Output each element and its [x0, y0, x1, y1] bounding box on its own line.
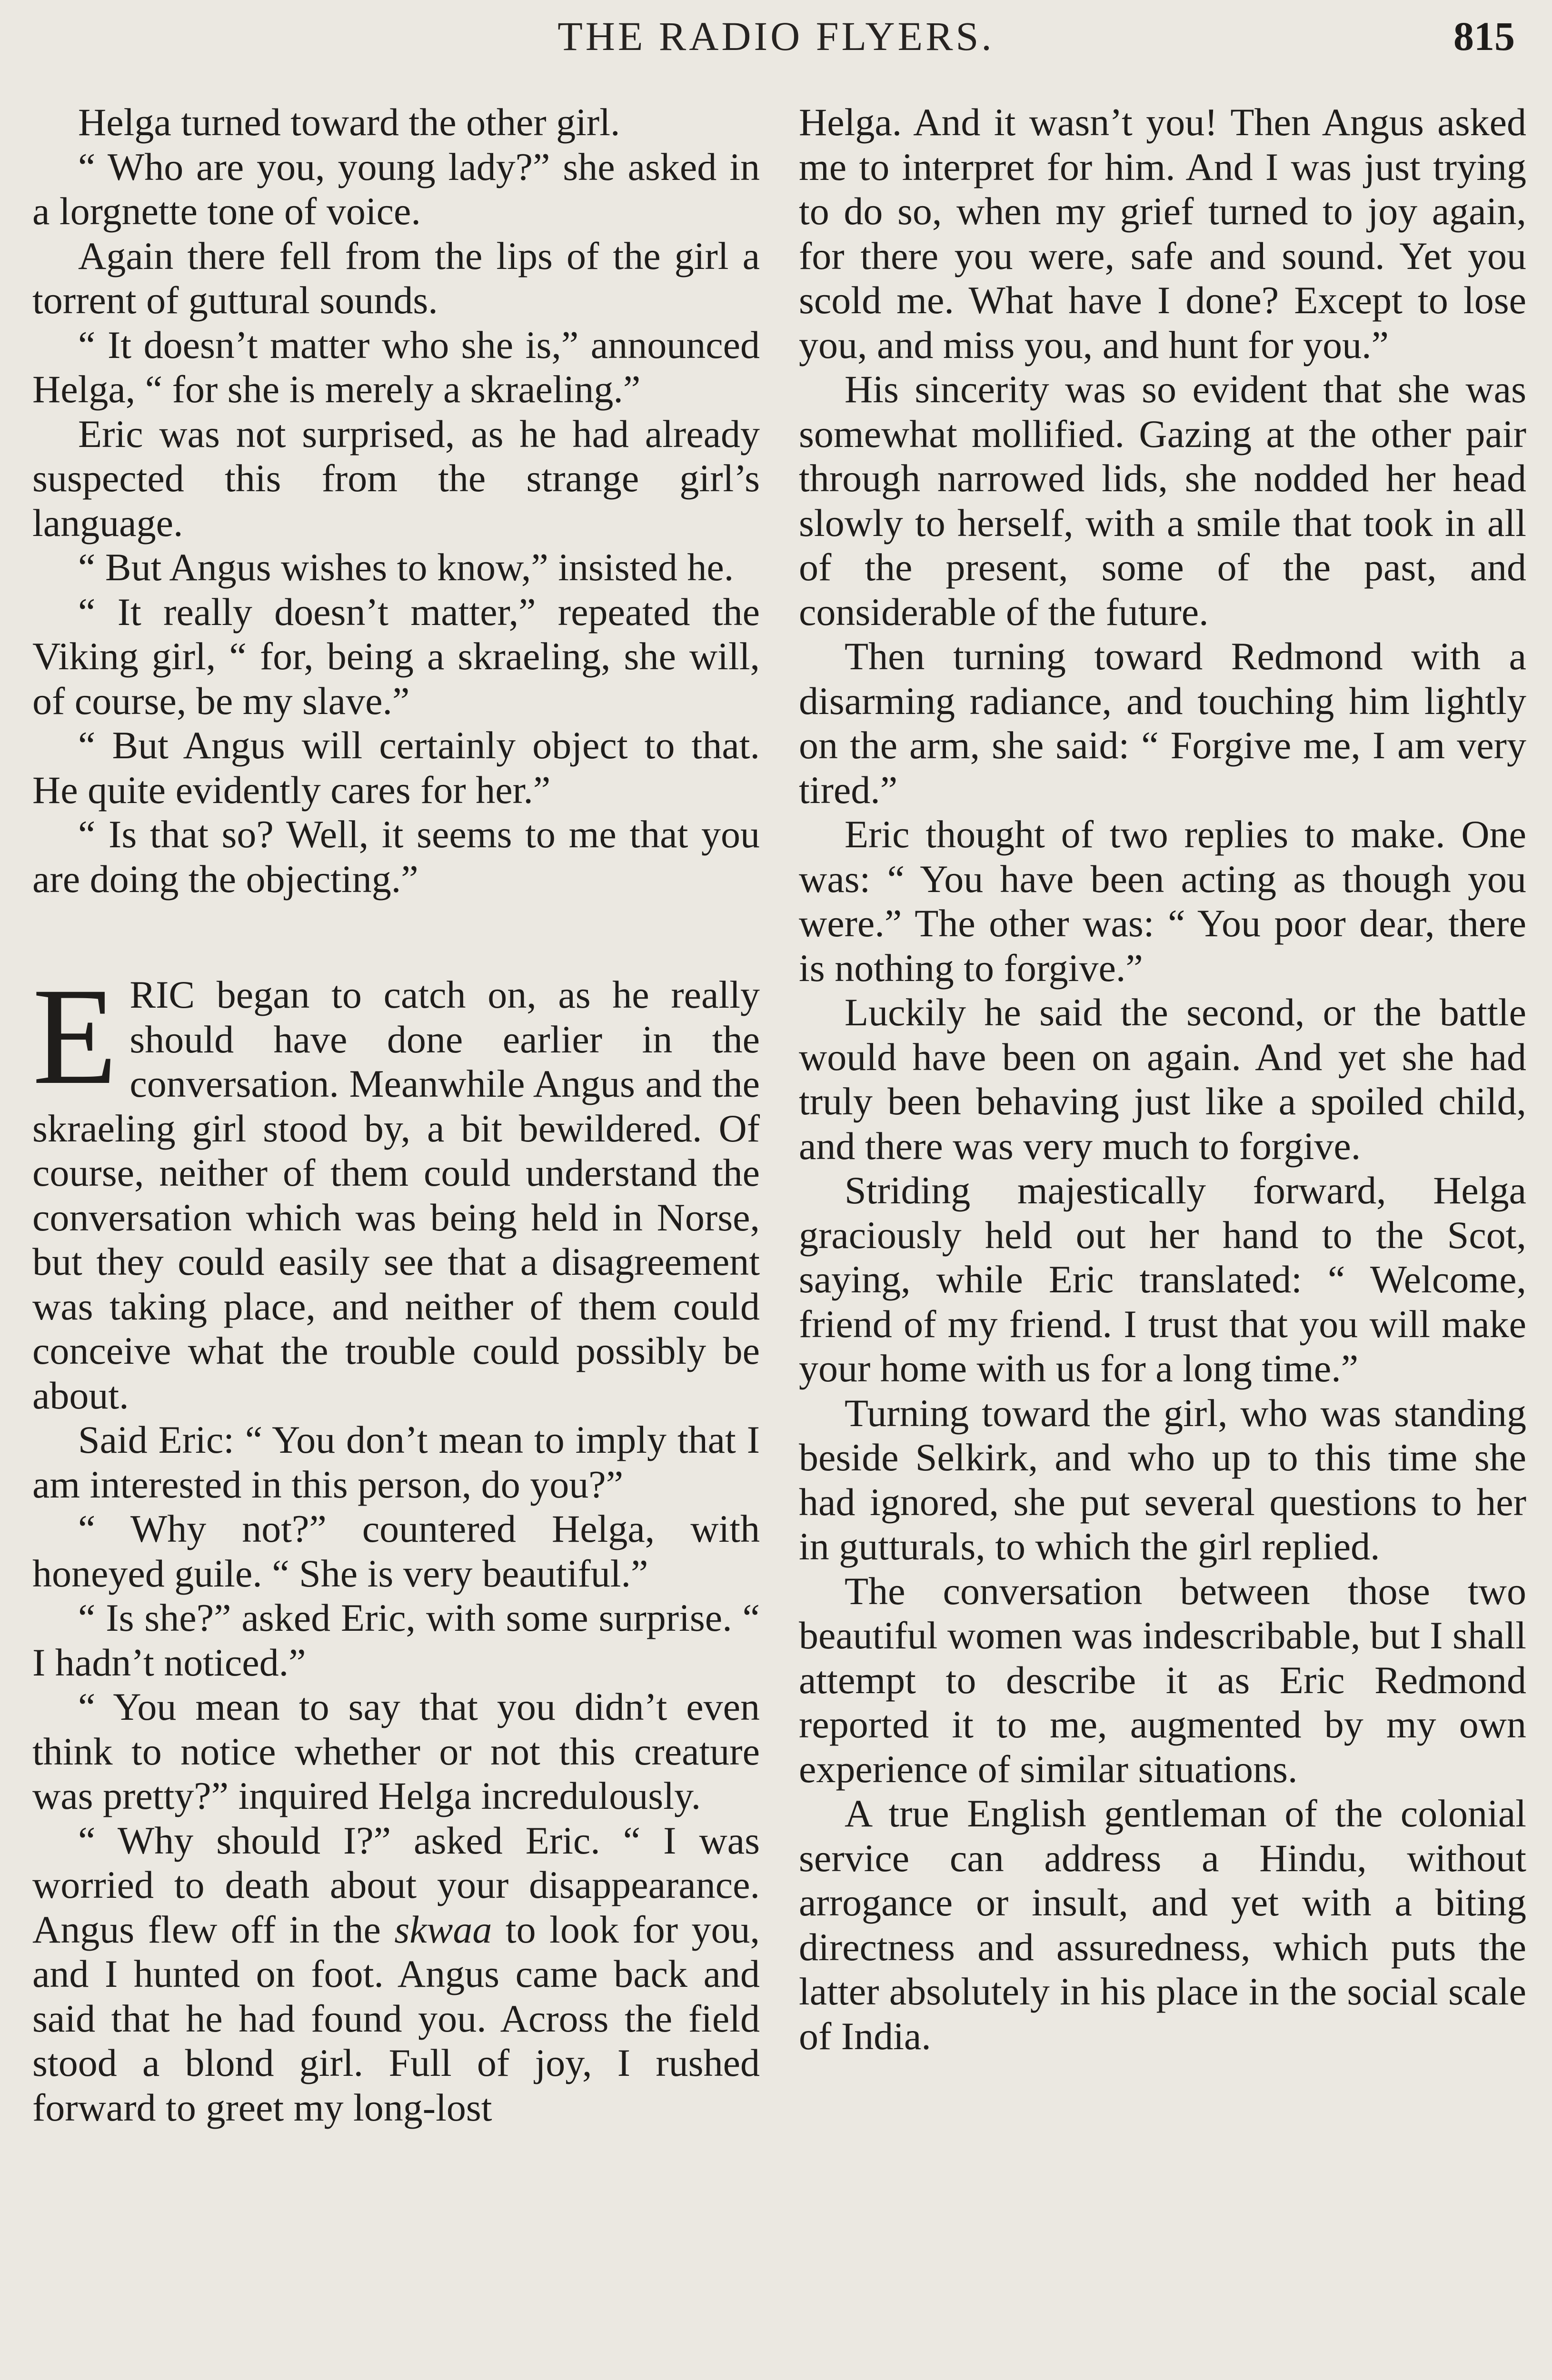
paragraph: Said Eric: “ You don’t mean to imply that I am interested in this person, do you?”	[32, 1418, 760, 1506]
section-first-paragraph-text: RIC began to catch on, as he really should have done earlier in the conversation. Meanwhile Angus and the skraeling girl stood by, a bit bewildered. Of course, neither of them could understand the conversation which was being held in Norse, but they could easily see that a disagreement was taking place, and neither of them could conceive what the trouble could possibly be about.	[32, 973, 760, 1417]
continued-paragraph: Helga. And it wasn’t you! Then Angus asked me to interpret for him. And I was just trying to do so, when my grief turned to joy again, for there you were, safe and sound. Yet you scold me. What have I done? Except to lose you, and miss you, and hunt for you.”	[799, 100, 1526, 367]
right-column	[799, 100, 1526, 2058]
running-title: THE RADIO FLYERS.	[557, 13, 995, 59]
page-header	[0, 12, 1552, 65]
paragraph: Helga turned toward the other girl.	[78, 100, 620, 144]
text-run: “ Why should I?” asked Eric. “ I was worried to death about your disappearance. Angus flew off in the	[32, 1818, 760, 1951]
italic-word: skwaa	[394, 1907, 492, 1951]
left-column	[32, 100, 760, 2130]
drop-cap: E	[32, 960, 118, 1113]
paragraph: His sincerity was so evident that she was somewhat mollified. Gazing at the other pair through narrowed lids, she nodded her head slowly to herself, with a smile that took in all of the present, some of the past, and considerable of the future.	[799, 367, 1526, 634]
paragraph: Turning toward the girl, who was standing beside Selkirk, and who up to this time she had ignored, she put several questions to her in gutturals, to which the girl replied.	[799, 1391, 1526, 1568]
paragraph: A true English gentleman of the colonial service can address a Hindu, without arrogance or insult, and yet with a biting directness and assuredness, which puts the latter absolutely in his place in the social scale of India.	[799, 1792, 1526, 2058]
paragraph: “ It doesn’t matter who she is,” announced Helga, “ for she is merely a skraeling.”	[32, 323, 760, 411]
paragraph: “ Who are you, young lady?” she asked in a lorgnette tone of voice.	[32, 145, 760, 233]
paragraph: “ But Angus will certainly object to that. He quite evidently cares for her.”	[32, 724, 760, 812]
paragraph: Eric thought of two replies to make. One was: “ You have been acting as though you were.” The other was: “ You poor dear, there is nothing to forgive.”	[799, 813, 1526, 990]
paragraph: “ Is she?” asked Eric, with some surprise. “ I hadn’t noticed.”	[32, 1596, 760, 1684]
page-number: 815	[1453, 13, 1515, 59]
paragraph: “ Is that so? Well, it seems to me that you are doing the objecting.”	[32, 813, 760, 901]
paragraph: “ It really doesn’t matter,” repeated the Viking girl, “ for, being a skraeling, she will, of course, be my slave.”	[32, 590, 760, 723]
paragraph: Luckily he said the second, or the battle would have been on again. And yet she had truly been behaving just like a spoiled child, and there was very much to forgive.	[799, 991, 1526, 1168]
text-run: to look for you, and I hunted on foot. Angus came back and said that he had found you. Across the field stood a blond girl. Full of joy, I rushed forward to greet my long-lost	[32, 1907, 760, 2129]
paragraph: The conversation between those two beautiful women was indescribable, but I shall attempt to describe it as Eric Redmond reported it to me, augmented by my own experience of similar situations.	[799, 1569, 1526, 1791]
paragraph: “ But Angus wishes to know,” insisted he.	[78, 545, 734, 589]
paragraph: Then turning toward Redmond with a disarming radiance, and touching him lightly on the arm, she said: “ Forgive me, I am very tired.”	[799, 635, 1526, 812]
section-first-paragraph	[32, 960, 760, 1418]
paragraph	[32, 1818, 760, 2130]
paragraph: Again there fell from the lips of the girl a torrent of guttural sounds.	[32, 234, 760, 322]
paragraph: Eric was not surprised, as he had already suspected this from the strange girl’s language.	[32, 412, 760, 545]
paragraph: “ You mean to say that you didn’t even think to notice whether or not this creature was pretty?” inquired Helga incredulously.	[32, 1685, 760, 1817]
paragraph: Striding majestically forward, Helga graciously held out her hand to the Scot, saying, while Eric translated: “ Welcome, friend of my friend. I trust that you will make your home with us for a long time.”	[799, 1169, 1526, 1390]
paragraph: “ Why not?” countered Helga, with honeyed guile. “ She is very beautiful.”	[32, 1507, 760, 1595]
